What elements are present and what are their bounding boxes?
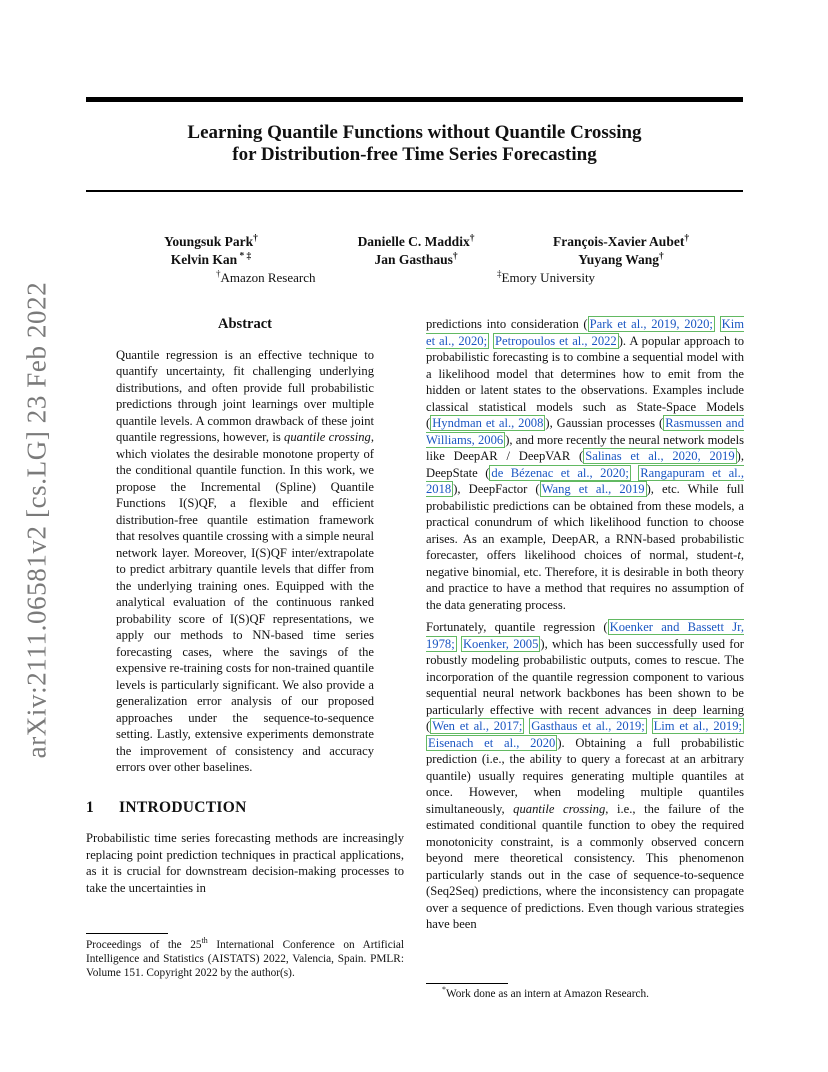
citation-link[interactable]: Eisenach et al., 2020 <box>428 735 556 750</box>
body-text: ). A popular approach to probabilistic forecasting is to combine a sequential model with a likelihood model that determines how to emit from the hidden or latent states to the observations. Examples include classical statistical models such as State-Space Models ( <box>426 333 744 430</box>
author-name: Jan Gasthaus <box>374 252 453 267</box>
author-name: Youngsuk Park <box>164 234 254 249</box>
body-text: , negative binomial, etc. Therefore, it is desirable in both theory and practice to have a method that requires no assumption of the data generating process. <box>426 548 744 612</box>
abstract-heading: Abstract <box>218 316 272 332</box>
body-text: , i.e., the failure of the estimated conditional quantile function to obey the required monotonicity constraint, is a commonly observed concern beyond mere theoretical consistency. This phenomenon particularly stands out in the case of sequence-to-sequence (Seq2Seq) predictions, where the inconsistency can propagate over a sequence of predictions. Even though various strategies have been <box>426 801 744 931</box>
body-text: ), DeepFactor ( <box>453 482 540 496</box>
paper-title <box>86 122 743 166</box>
footnote-text: International Conference on Artificial Intelligence and Statistics (AISTATS) 2022, Valencia, Spain. PMLR: Volume 151. Copyright 2022 by the author(s). <box>86 939 405 979</box>
section-title: INTRODUCTION <box>119 798 247 816</box>
body-emphasis: quantile crossing <box>513 801 606 816</box>
footnote-rule <box>86 933 168 934</box>
abstract-body <box>116 347 374 776</box>
author-name: Danielle C. Maddix <box>357 234 470 249</box>
body-text: ), DeepState ( <box>426 449 744 480</box>
citation-link[interactable]: Koenker and Bassett Jr, 1978; <box>426 620 744 651</box>
footnote-text: Proceedings of the 25 <box>86 939 202 951</box>
author-mark: † <box>452 251 458 262</box>
affiliation-amazon <box>216 270 315 286</box>
section-number: 1 <box>86 798 95 816</box>
author-mark: † <box>658 251 664 262</box>
section-heading <box>86 800 404 817</box>
left-column <box>86 316 404 896</box>
intern-footnote <box>426 983 744 1001</box>
author-mark: * ‡ <box>237 251 252 262</box>
footnote-mark: * <box>442 985 446 995</box>
affiliation-mark: † <box>216 268 221 279</box>
footnote-rule <box>426 983 508 984</box>
author-mark: † <box>684 233 690 244</box>
author-column-3 <box>531 233 711 269</box>
citation-link[interactable]: Wang et al., 2019 <box>541 482 645 496</box>
citation-link[interactable]: Hyndman et al., 2008 <box>432 416 544 430</box>
body-text: ), and more recently the neural network models like DeepAR / DeepVAR ( <box>426 432 744 463</box>
author-name: Yuyang Wang <box>578 252 659 267</box>
footnote-text: Work done as an intern at Amazon Research. <box>445 988 649 1000</box>
affiliation-name: Emory University <box>501 270 596 285</box>
title-line-2: for Distribution-free Time Series Forecasting <box>232 144 597 165</box>
citation-link[interactable]: Gasthaus et al., 2019; <box>531 719 645 733</box>
title-line-1: Learning Quantile Functions without Quantile Crossing <box>187 122 642 143</box>
intro-paragraph: Probabilistic time series forecasting methods are increasingly replacing point prediction techniques in practical applications, as it is crucial for downstream decision-making processes to take the uncertainties in <box>86 831 404 895</box>
proceedings-footnote <box>86 933 404 980</box>
abstract-emphasis: quantile crossing <box>284 430 371 444</box>
citation-link[interactable]: Salinas et al., 2020, 2019 <box>585 449 735 463</box>
body-text: ), which has been successfully used for robustly modeling probabilistic outputs, comes to rescue. The incorporation of the quantile regression component to various sequential neural network backbones has been shown to be particularly effective with recent advances in deep learning ( <box>426 636 744 733</box>
author-mark: † <box>253 233 258 244</box>
citation-link[interactable]: Lim et al., 2019; <box>653 719 743 733</box>
citation-link[interactable]: Koenker, 2005 <box>462 636 539 651</box>
body-text: predictions into consideration ( <box>426 317 588 331</box>
abstract-text: Quantile regression is an effective technique to quantify uncertainty, fit challenging underlying distributions, and often provide full probabilistic predictions through joint learnings over multiple quantile levels. A common drawback of these joint quantile regressions, however, is <box>116 347 374 444</box>
abstract-text: , which violates the desirable monotone property of the conditional quantile function. In this work, we propose the Incremental (Spline) Quantile Functions I(S)QF, a flexible and efficient distribution-free quantile estimation framework that resolves quantile crossing with a simple neural network layer. Moreover, I(S)QF inter/extrapolate to predict arbitrary quantile levels that differ from the underlying training ones. Equipped with the analytical evaluation of the continuous ranked probability score of I(S)QF representations, we apply our methods to NN-based time series forecasting cases, where the savings of the expensive re-training costs for non-trained quantile levels is particularly significant. We also provide a generalization error analysis of our proposed approaches under the sequence-to-sequence setting. Lastly, extensive experiments demonstrate the improvement of consistency and accuracy errors over other baselines. <box>116 430 375 774</box>
body-text: ). Obtaining a full probabilistic prediction (i.e., the ability to query a forecast at an arbitrary quantile) usually requires generating multiple quantiles at once. However, when modeling multiple quantiles simultaneously, <box>426 735 744 816</box>
title-rule-bottom <box>86 190 743 192</box>
citation-link[interactable]: Kim et al., 2020; <box>426 317 744 348</box>
author-name: Kelvin Kan <box>170 252 238 267</box>
body-text: Fortunately, quantile regression ( <box>426 620 608 634</box>
body-text: ), etc. While full probabilistic predictions can be obtained from these models, a practical conundrum of which likelihood function to choose arises. As an example, DeepAR, a RNN-based probabilistic forecaster, offers likelihood choices of normal, student- <box>426 482 745 562</box>
arxiv-identifier-stamp <box>12 270 62 770</box>
affiliation-emory <box>497 270 595 286</box>
affiliation-name: Amazon Research <box>220 270 316 285</box>
citation-link[interactable]: Rangapuram et al., 2018 <box>426 465 744 496</box>
affiliation-mark: ‡ <box>497 268 502 279</box>
author-name: François-Xavier Aubet <box>552 234 685 249</box>
author-column-2 <box>336 233 496 269</box>
author-column-1 <box>141 233 281 269</box>
citation-link[interactable]: Wen et al., 2017; <box>432 719 523 733</box>
citation-link[interactable]: Park et al., 2019, 2020; <box>589 317 713 331</box>
footnote-sup: th <box>201 936 208 946</box>
citation-link[interactable]: de Bézenac et al., 2020; <box>491 465 629 480</box>
citation-link[interactable]: Petropoulos et al., 2022 <box>495 333 617 348</box>
intro-paragraph-continued <box>426 316 744 613</box>
title-rule-top <box>86 97 743 102</box>
right-column <box>426 316 744 933</box>
intro-paragraph-2 <box>426 619 744 933</box>
body-emphasis: t <box>737 548 741 562</box>
author-mark: † <box>469 233 475 244</box>
body-text: ), Gaussian processes ( <box>545 416 664 430</box>
citation-link[interactable]: Rasmussen and Williams, 2006 <box>426 416 744 447</box>
arxiv-identifier: arXiv:2111.06581v2 [cs.LG] 23 Feb 2022 <box>21 281 52 759</box>
